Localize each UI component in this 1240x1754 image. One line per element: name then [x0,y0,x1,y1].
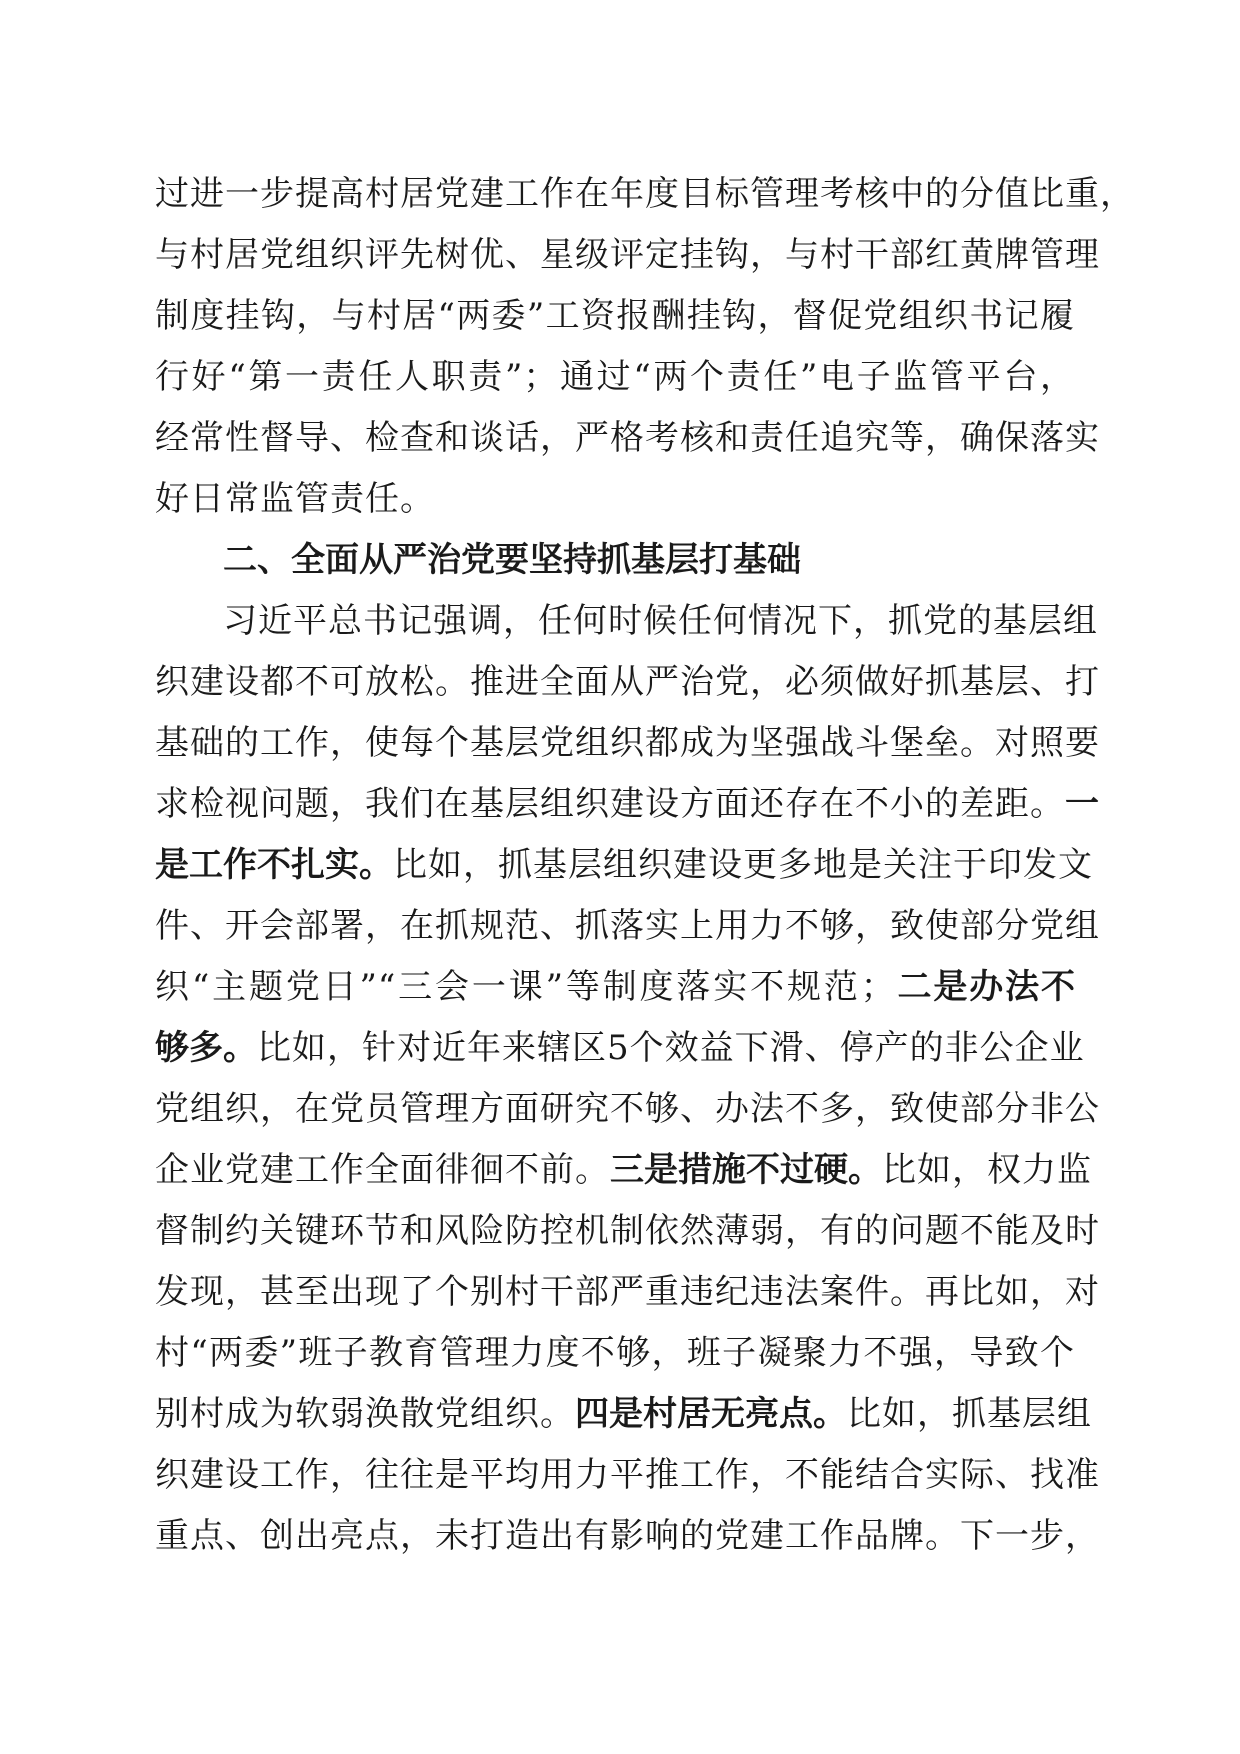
text-line [155,1140,1092,1201]
text-run: 比如，抓基层组 [847,1394,1092,1434]
text-run: 企业党建工作全面徘徊不前。 [155,1150,610,1190]
text-line: 党组织，在党员管理方面研究不够、办法不多，致使部分非公 [155,1089,1100,1129]
text-run: 求检视问题，我们在基层组织建设方面还存在不小的差距。 [155,784,1065,824]
text-line [155,1018,1085,1079]
text-run: 比如，抓基层组织建设更多地是关注于印发文 [393,845,1093,885]
text-line [155,957,1075,1018]
text-line: 行好“第一责任人职责”；通过“两个责任”电子监管平台， [155,357,1075,397]
text-line [155,1384,1092,1445]
text-line: 基础的工作，使每个基层党组织都成为坚强战斗堡垒。对照要 [155,723,1100,763]
text-line: 制度挂钩，与村居“两委”工资报酬挂钩，督促党组织书记履 [155,296,1075,336]
text-line: 重点、创出亮点，未打造出有影响的党建工作品牌。下一步， [155,1516,1100,1556]
text-line: 件、开会部署，在抓规范、抓落实上用力不够，致使部分党组 [155,906,1100,946]
text-line: 习近平总书记强调，任何时候任何情况下，抓党的基层组 [223,601,1098,641]
bold-run: 一 [1065,784,1099,824]
bold-run: 是工作不扎实。 [155,845,393,885]
text-line [155,774,1099,835]
text-line: 过进一步提高村居党建工作在年度目标管理考核中的分值比重， [155,174,1135,214]
text-line: 经常性督导、检查和谈话，严格考核和责任追究等，确保落实 [155,418,1100,458]
text-line: 发现，甚至出现了个别村干部严重违纪违法案件。再比如，对 [155,1272,1100,1312]
text-line: 好日常监管责任。 [155,479,435,519]
text-run: 别村成为软弱涣散党组织。 [155,1394,575,1434]
text-line: 织建设都不可放松。推进全面从严治党，必须做好抓基层、打 [155,662,1100,702]
text-line [155,835,1093,896]
text-line: 村“两委”班子教育管理力度不够，班子凝聚力不强，导致个 [155,1333,1075,1373]
bold-run: 二是办法不 [895,967,1075,1007]
section-heading: 二、全面从严治党要坚持抓基层打基础 [223,540,801,580]
text-line: 织建设工作，往往是平均用力平推工作，不能结合实际、找准 [155,1455,1100,1495]
bold-run: 三是措施不过硬。 [610,1150,882,1190]
text-line: 与村居党组织评先树优、星级评定挂钩，与村干部红黄牌管理 [155,235,1100,275]
text-run: 织“主题党日”“三会一课”等制度落实不规范； [155,967,896,1007]
text-run: 比如，针对近年来辖区5个效益下滑、停产的非公企业 [257,1028,1085,1068]
document-body [155,164,1135,1567]
text-run: 比如，权力监 [882,1150,1092,1190]
text-line: 督制约关键环节和风险防控机制依然薄弱，有的问题不能及时 [155,1211,1100,1251]
bold-run: 四是村居无亮点。 [575,1394,847,1434]
bold-run: 够多。 [155,1028,257,1068]
